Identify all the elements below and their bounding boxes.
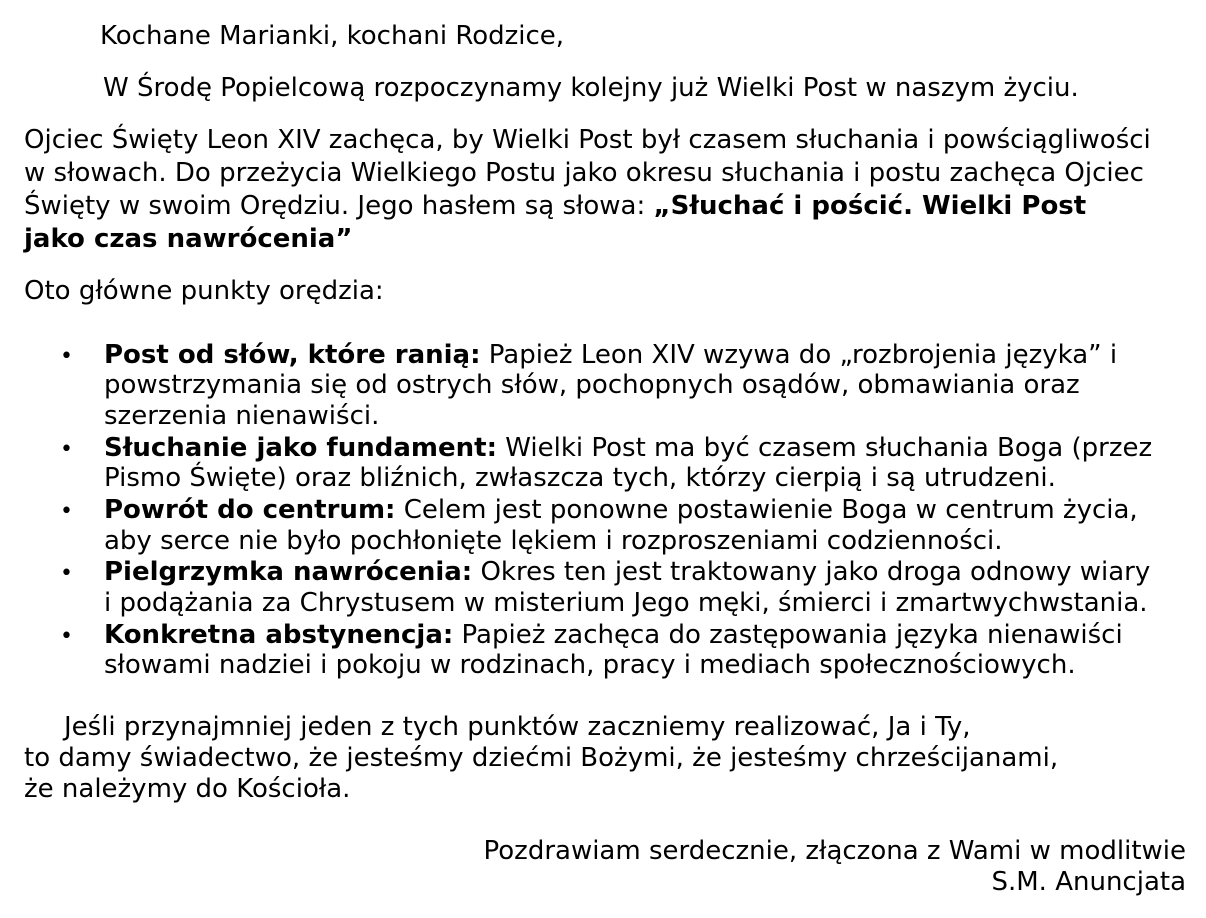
list-item-line: szerzenia nienawiści. xyxy=(104,401,380,431)
point-text: Papież zachęca do zastępowania języka nienawiści xyxy=(453,620,1123,650)
closing-line: że należymy do Kościoła. xyxy=(24,774,351,804)
paragraph-line: Ojciec Święty Leon XIV zachęca, by Wielki Post był czasem słuchania i powściągliwości xyxy=(24,125,1151,155)
motto-bold: „Słuchać i pościć. Wielki Post xyxy=(653,191,1087,221)
list-item-line: powstrzymania się od ostrych słów, pochopnych osądów, obmawiania oraz xyxy=(104,370,1080,400)
list-item-line: Pismo Święte) oraz bliźnich, zwłaszcza tych, którzy cierpią i są utrudzeni. xyxy=(104,463,1056,493)
paragraph-line: w słowach. Do przeżycia Wielkiego Postu jako okresu słuchania i postu zachęca Ojciec xyxy=(24,158,1144,188)
paragraph-line xyxy=(24,223,352,256)
bullet-icon: • xyxy=(60,437,73,462)
list-item-line xyxy=(104,494,1138,527)
list-item-line: słowami nadziei i pokoju w rodzinach, pracy i mediach społecznościowych. xyxy=(104,650,1076,680)
greeting: Kochane Marianki, kochani Rodzice, xyxy=(100,21,565,51)
bullet-icon: • xyxy=(60,344,73,369)
list-item-line xyxy=(104,619,1123,652)
point-title: Post od słów, które ranią: xyxy=(104,340,481,370)
bullet-icon: • xyxy=(60,624,73,649)
bullet-icon: • xyxy=(60,561,73,586)
point-text: Okres ten jest traktowany jako droga odnowy wiary xyxy=(472,557,1151,587)
intro-sentence: W Środę Popielcową rozpoczynamy kolejny już Wielki Post w naszym życiu. xyxy=(103,73,1079,103)
list-item-line: i podążania za Chrystusem w misterium Jego męki, śmierci i zmartwychwstania. xyxy=(104,588,1148,618)
paragraph-text: Święty w swoim Orędziu. Jego hasłem są słowa: xyxy=(24,191,654,221)
closing-line: to damy świadectwo, że jesteśmy dziećmi Bożymi, że jesteśmy chrześcijanami, xyxy=(24,743,1059,773)
point-title: Pielgrzymka nawrócenia: xyxy=(104,557,473,587)
signature-name: S.M. Anuncjata xyxy=(991,867,1186,897)
bullet-icon: • xyxy=(60,499,73,524)
point-title: Słuchanie jako fundament: xyxy=(104,433,497,463)
point-title: Konkretna abstynencja: xyxy=(104,620,454,650)
list-item-line xyxy=(104,432,1152,465)
point-text: Papież Leon XIV wzywa do „rozbrojenia języka” i xyxy=(480,340,1118,370)
closing-line: Jeśli przynajmniej jeden z tych punktów zaczniemy realizować, Ja i Ty, xyxy=(64,712,971,742)
point-text: Wielki Post ma być czasem słuchania Boga (przez xyxy=(496,433,1153,463)
signature-greeting: Pozdrawiam serdecznie, złączona z Wami w modlitwie xyxy=(483,836,1186,866)
list-item-line xyxy=(104,339,1117,372)
list-item-line: aby serce nie było pochłonięte lękiem i rozproszeniami codzienności. xyxy=(104,526,1003,556)
list-item-line xyxy=(104,556,1150,589)
paragraph-line xyxy=(24,190,1086,223)
points-intro: Oto główne punkty orędzia: xyxy=(24,276,384,306)
point-title: Powrót do centrum: xyxy=(104,495,396,525)
point-text: Celem jest ponowne postawienie Boga w centrum życia, xyxy=(395,495,1138,525)
motto-bold: jako czas nawrócenia” xyxy=(24,224,353,254)
